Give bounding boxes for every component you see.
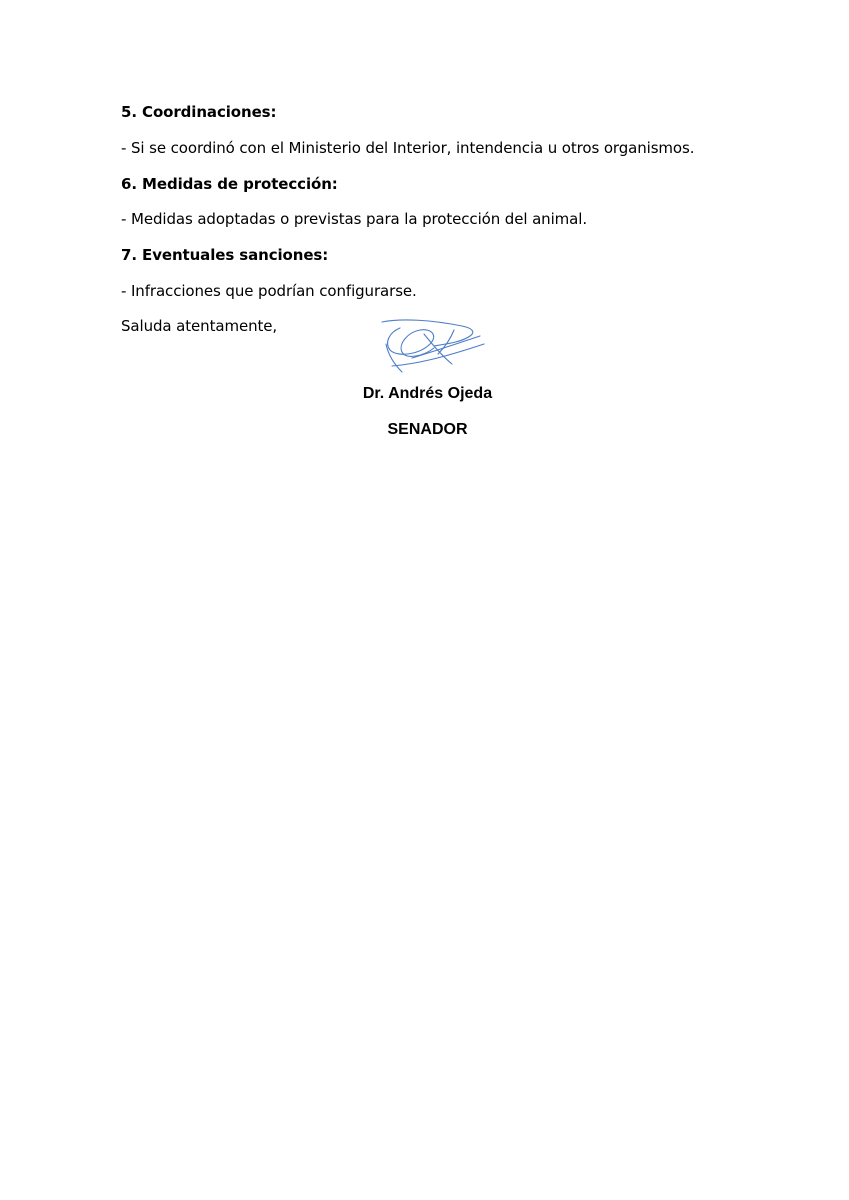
section-7-heading: 7. Eventuales sanciones: [121, 246, 329, 264]
section-5-heading: 5. Coordinaciones: [121, 103, 277, 121]
section-6-body: - Medidas adoptadas o previstas para la protección del animal. [121, 210, 587, 228]
handwritten-signature [372, 314, 492, 380]
section-5-body: - Si se coordinó con el Ministerio del Interior, intendencia u otros organismos. [121, 139, 695, 157]
signatory-title: SENADOR [387, 421, 468, 438]
signatory-name: Dr. Andrés Ojeda [362, 385, 493, 402]
closing-salutation: Saluda atentamente, [121, 317, 278, 335]
section-6-heading: 6. Medidas de protección: [121, 175, 338, 193]
section-7-body: - Infracciones que podrían configurarse. [121, 282, 417, 300]
